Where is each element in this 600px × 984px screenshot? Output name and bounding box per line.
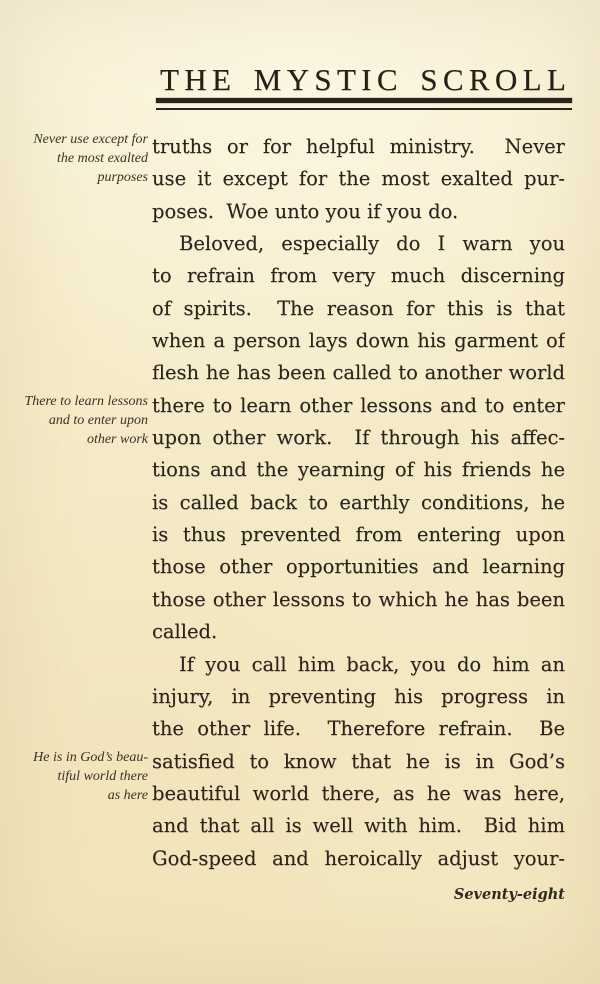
title-char: L	[522, 62, 542, 97]
body-line: to refrain from very much discerning	[152, 264, 565, 288]
body-line: beautiful world there, as he was here,	[152, 781, 565, 805]
body-line: flesh he has been called to another world	[152, 361, 565, 385]
title-rule-thick	[156, 98, 572, 103]
margin-note-line: Never use except for	[33, 132, 148, 147]
page-number: Seventy-eight	[453, 886, 565, 903]
title-char: M	[253, 62, 282, 97]
title-char: O	[494, 62, 518, 97]
title-char: T	[160, 62, 179, 97]
body-line: when a person lays down his garment of	[152, 329, 565, 353]
body-line: those other opportunities and learning	[152, 555, 565, 579]
body-line: called.	[152, 620, 218, 644]
body-line: is thus prevented from entering upon	[152, 523, 565, 547]
body-text	[152, 131, 565, 875]
margin-note-line: the most exalted	[57, 151, 148, 166]
title-char: Y	[286, 62, 309, 97]
body-line: poses. Woe unto you if you do.	[152, 199, 459, 223]
margin-note-line: as here	[107, 788, 148, 803]
margin-note-line: and to enter upon	[48, 413, 148, 428]
body-line: tions and the yearning of his friends he	[152, 458, 565, 482]
body-line: truths or for helpful ministry. Never	[152, 135, 565, 158]
title-char: C	[376, 62, 398, 97]
body-line: use it except for the most exalted pur-	[152, 167, 565, 191]
body-line: there to learn other lessons and to enter	[152, 393, 565, 417]
margin-note	[0, 392, 148, 449]
margin-note-line: purposes	[97, 170, 148, 185]
body-line: Beloved, especially do I warn you	[179, 232, 565, 256]
title-char: I	[361, 62, 372, 97]
margin-note	[0, 130, 148, 187]
body-line: satisfied to know that he is in God’s	[152, 749, 565, 773]
body-line: those other lessons to which he has been	[152, 587, 565, 611]
margin-note	[0, 748, 148, 805]
body-line: injury, in preventing his progress in	[152, 684, 565, 708]
body-line: the other life. Therefore refrain. Be	[152, 717, 565, 741]
title-rule-thin	[156, 108, 572, 110]
title-char: S	[420, 62, 438, 97]
body-line: upon other work. If through his affec-	[152, 426, 565, 450]
title-char: S	[314, 62, 332, 97]
body-line: God-speed and heroically adjust your-	[152, 846, 565, 870]
title-char: T	[336, 62, 356, 97]
title-char: E	[212, 62, 231, 97]
title-char: R	[468, 62, 490, 97]
margin-note-line: other work	[86, 432, 148, 447]
margin-note-line: There to learn lessons	[24, 394, 148, 409]
margin-note-line: He is in God’s beau-	[33, 750, 148, 765]
body-line: If you call him back, you do him an	[179, 652, 565, 676]
body-line: of spirits. The reason for this is that	[152, 296, 565, 320]
title-char: L	[546, 62, 566, 97]
margin-note-line: tiful world there	[57, 769, 148, 784]
title-char: C	[442, 62, 464, 97]
body-line: and that all is well with him. Bid him	[152, 814, 565, 838]
body-line: is called back to earthly conditions, he	[152, 490, 565, 514]
page-title	[160, 64, 566, 95]
title-char: H	[184, 62, 207, 97]
